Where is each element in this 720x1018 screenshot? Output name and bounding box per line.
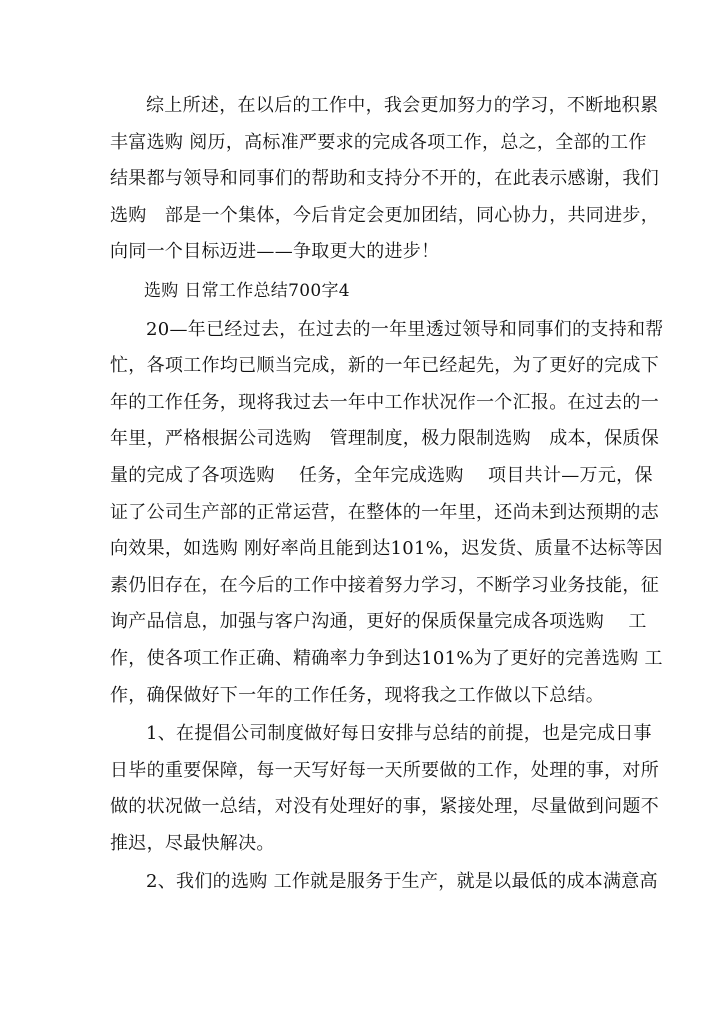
document-page xyxy=(110,88,664,901)
text-line: 日毕的重要保障，每一天写好每一天所要做的工作，处理的事，对所 xyxy=(110,759,659,781)
section-heading: 选购 日常工作总结700字4 xyxy=(144,280,350,301)
text-line: 素仍旧存在，在今后的工作中接着努力学习，不断学习业务技能，征 xyxy=(110,574,659,596)
text-line: 综上所述，在以后的工作中，我会更加努力的学习，不断地积累 xyxy=(146,95,659,116)
text-line: 年里，严格根据公司选购 管理制度，极力限制选购 成本，保质保 xyxy=(110,428,659,450)
text-line: 证了公司生产部的正常运营，在整体的一年里，还尚未到达预期的志 xyxy=(110,501,659,523)
text-line: 作，使各项工作正确、精确率力争到达101%为了更好的完善选购 工 xyxy=(110,647,663,669)
text-line: 忙，各项工作均已顺当完成，新的一年已经起先，为了更好的完成下 xyxy=(110,355,659,377)
text-line: 20—年已经过去，在过去的一年里透过领导和同事们的支持和帮 xyxy=(146,318,664,340)
text-line: 询产品信息，加强与客户沟通，更好的保质保量完成各项选购 工 xyxy=(110,611,647,633)
paragraph-point-2 xyxy=(110,864,658,901)
text-line: 1、在提倡公司制度做好每日安排与总结的前提，也是完成日事 xyxy=(146,723,652,745)
text-line: 向效果，如选购 刚好率尚且能到达101%，迟发货、质量不达标等因 xyxy=(110,538,663,560)
text-line: 结果都与领导和同事们的帮助和支持分不开的，在此表示感谢，我们 xyxy=(110,168,659,190)
text-line: 年的工作任务，现将我过去一年中工作状况作一个汇报。在过去的一 xyxy=(110,391,659,413)
paragraph-conclusion xyxy=(110,88,659,271)
text-line: 作，确保做好下一年的工作任务，现将我之工作做以下总结。 xyxy=(110,684,605,706)
paragraph-summary xyxy=(110,312,664,715)
text-line: 量的完成了各项选购 任务，全年完成选购 项目共计—万元，保 xyxy=(110,464,653,486)
text-line: 选购 部是一个集体，今后肯定会更加团结，同心协力，共同进步， xyxy=(110,204,659,226)
text-line: 做的状况做一总结，对没有处理好的事，紧接处理，尽量做到问题不 xyxy=(110,796,659,818)
text-line: 推迟，尽最快解决。 xyxy=(110,832,275,854)
text-line: 丰富选购 阅历，高标准严要求的完成各项工作，总之，全部的工作 xyxy=(110,131,647,153)
text-line: 2、我们的选购 工作就是服务于生产，就是以最低的成本满意高 xyxy=(146,871,658,893)
text-line: 向同一个目标迈进——争取更大的进步！ xyxy=(110,241,440,263)
paragraph-point-1 xyxy=(110,716,659,862)
